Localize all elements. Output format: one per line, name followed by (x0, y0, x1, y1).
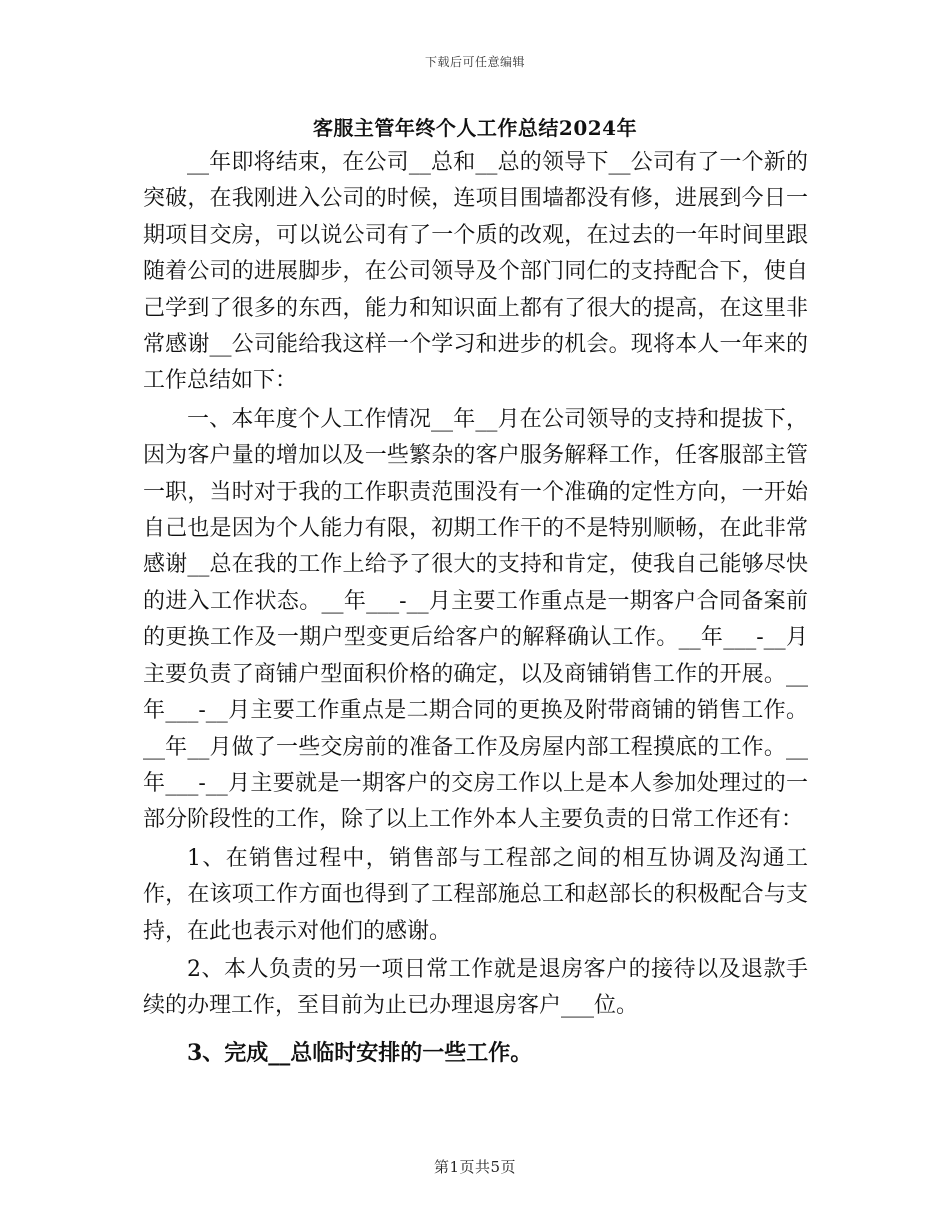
document-title: 客服主管年终个人工作总结2024年 (312, 116, 638, 140)
paragraph-item-3: 3、完成__总临时安排的一些工作。 (187, 1039, 533, 1066)
paragraph-section-1: 一、本年度个人工作情况__年__月在公司领导的支持和提拔下，因为客户量的增加以及一些繁杂的客户服务解释工作，任客服部主管一职，当时对于我的工作职责范围没有一个准确的定性方向，一开始自己也是因为个人能力有限，初期工作干的不是特别顺畅，在此非常感谢__总在我的工作上给予了很大的支持和肯定，使我自己能够尽快的进入工作状态。__年___-__月主要工作重点是一期客户合同备案前的更换工作及一期户型变更后给客户的解释确认工作。__年___-__月主要负责了商铺户型面积价格的确定，以及商铺销售工作的开展。__年___-__月主要工作重点是二期合同的更换及附带商铺的销售工作。__年__月做了一些交房前的准备工作及房屋内部工程摸底的工作。__年___-__月主要就是一期客户的交房工作以上是本人参加处理过的一部分阶段性的工作，除了以上工作外本人主要负责的日常工作还有： (143, 406, 808, 833)
paragraph-item-1: 1、在销售过程中，销售部与工程部之间的相互协调及沟通工作，在该项工作方面也得到了工程部施总工和赵部长的积极配合与支持，在此也表示对他们的感谢。 (143, 845, 808, 944)
document-body (143, 145, 808, 1071)
paragraph-intro: __年即将结束，在公司__总和__总的领导下__公司有了一个新的突破，在我刚进入公司的时候，连项目围墙都没有修，进展到今日一期项目交房，可以说公司有了一个质的改观，在过去的一年时间里跟随着公司的进展脚步，在公司领导及个部门同仁的支持配合下，使自己学到了很多的东西，能力和知识面上都有了很大的提高，在这里非常感谢__公司能给我这样一个学习和进步的机会。现将本人一年来的工作总结如下： (143, 150, 808, 394)
header-note: 下载后可任意编辑 (424, 55, 525, 69)
paragraph-item-2: 2、本人负责的另一项日常工作就是退房客户的接待以及退款手续的办理工作，至目前为止已办理退房客户___位。 (143, 956, 808, 1019)
page-footer: 第1页共5页 (433, 1158, 517, 1176)
